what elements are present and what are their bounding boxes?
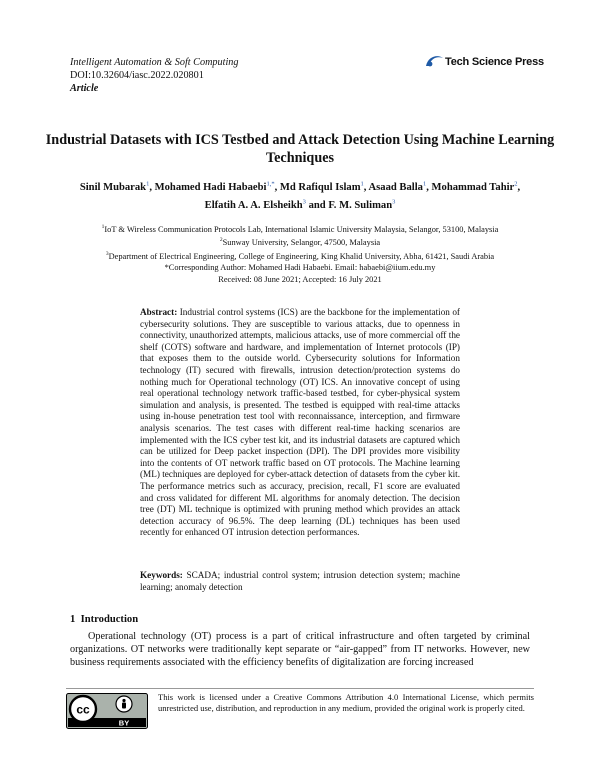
author-list <box>40 176 560 213</box>
abstract-label: Abstract: <box>140 307 178 317</box>
author-affiliation-mark[interactable]: 3 <box>392 198 396 206</box>
affiliation: $^1$IoT & Wireless Communication Protocols Lab, International Islamic University Malaysia, Selangor, 53100, Malaysia <box>101 224 499 234</box>
keywords-label: Keywords: <box>140 570 183 580</box>
affiliation: $^2$Sunway University, Selangor, 47500, Malaysia <box>219 237 381 248</box>
author-affiliation-mark[interactable]: 1 <box>422 180 427 187</box>
author-affiliation-mark[interactable]: 1,* <box>266 180 275 187</box>
publisher-logo <box>424 51 544 73</box>
author-affiliation-mark[interactable]: 1 <box>146 180 150 187</box>
by-badge-text: BY <box>118 718 130 728</box>
article-type: Article <box>70 83 99 94</box>
license-text: This work is licensed under a Creative Commons Attribution 4.0 International License, which permits unrestricted use, distribution, and reproduction in any medium, provided the original work is properly cited. <box>158 692 534 713</box>
doi[interactable]: DOI:10.32604/iasc.2022.020801 <box>70 70 204 81</box>
license-footer <box>66 688 534 737</box>
keywords-text: SCADA; industrial control system; intrusion detection system; machine learning; anomaly detection <box>140 570 461 592</box>
author-affiliation-mark[interactable]: 1 <box>360 180 364 187</box>
publisher-swoosh-icon <box>424 52 444 72</box>
cc-badge-text: cc <box>76 702 90 717</box>
paper-title: Industrial Datasets with ICS Testbed and Attack Detection Using Machine Learning Techniques <box>45 132 555 166</box>
affiliations <box>40 222 560 285</box>
publisher-name: Tech Science Press <box>445 56 544 68</box>
affiliation: $^3$Department of Electrical Engineering, College of Engineering, King Khalid University, Abha, 61421, Saudi Arabia <box>105 250 495 261</box>
author-affiliation-mark[interactable]: 2 <box>514 180 518 187</box>
journal-name: Intelligent Automation & Soft Computing <box>70 57 239 68</box>
section-heading: 1 Introduction <box>70 614 139 625</box>
author: Sinil Mubarak$^1$, <box>79 180 155 193</box>
abstract <box>140 307 460 539</box>
journal-header <box>70 56 238 95</box>
author: Asaad Balla$^1$, <box>368 180 432 193</box>
intro-paragraph: Operational technology (OT) process is a part of critical infrastructure and often targeted by criminal organizations. OT networks were traditionally kept separate or “air-gapped” from IT networks. However, new business requirements associated with the efficiency benefits of digitalization are forcing increased <box>70 631 530 669</box>
author-affiliation-mark[interactable]: 3 <box>302 198 306 206</box>
cc-by-license-icon[interactable] <box>66 693 148 729</box>
abstract-text: Industrial control systems (ICS) are the backbone for the implementation of cybersecurity solutions. They are susceptible to various attacks, due to openness in connectivity, unauthorized attempts, malicious attacks, use of more commercial off the shelf (COTS) software and hardware, and implementation of Internet protocols (IP) that exposes them to the outside world. Cybersecurity solutions for Information technology (IT) secured with firewalls, intrusion detection/protection systems do nothing much for Operational technology (OT) ICS. An innovative concept of using real operational technology network traffic-based testbed, for cyber-physical system simulation and analysis, is presented. The testbed is equipped with real-time attacks using in-house penetration test tool with reconnaissance, interception, and firmware analysis scenarios. The test cases with different real-time hacking scenarios are implemented with the ICS cyber test kit, and its industrial datasets are captured which can be utilized for Deep packet inspection (DPI). The DPI provides more visibility into the contents of OT network traffic based on OT protocols. The Machine learning (ML) techniques are deployed for cyber-attack detection of datasets from the cyber kit. The performance metrics such as accuracy, precision, recall, F1 score are evaluated and cross validated for different ML algorithms for anomaly detection. The decision tree (DT) ML technique is optimized with pruning method which provides an attack detection accuracy of 96.5%. The deep learning (DL) techniques has been used recently for enhanced OT intrusion detection performances. <box>140 307 460 538</box>
keywords <box>140 570 460 593</box>
author: Mohammad Tahir$^2$, <box>431 180 521 193</box>
author: Mohamed Hadi Habaebi$^{1,*}$, <box>154 180 280 193</box>
author: F. M. Suliman$^3$ <box>328 198 396 212</box>
received-accepted-dates: Received: 08 June 2021; Accepted: 16 July 2021 <box>218 274 382 284</box>
author: Elfatih A. A. Elsheikh$^3$ and <box>204 198 329 212</box>
author: Md Rafiqul Islam$^1$, <box>279 180 369 193</box>
corresponding-author: *Corresponding Author: Mohamed Hadi Habaebi. Email: habaebi@iium.edu.my <box>164 263 436 273</box>
